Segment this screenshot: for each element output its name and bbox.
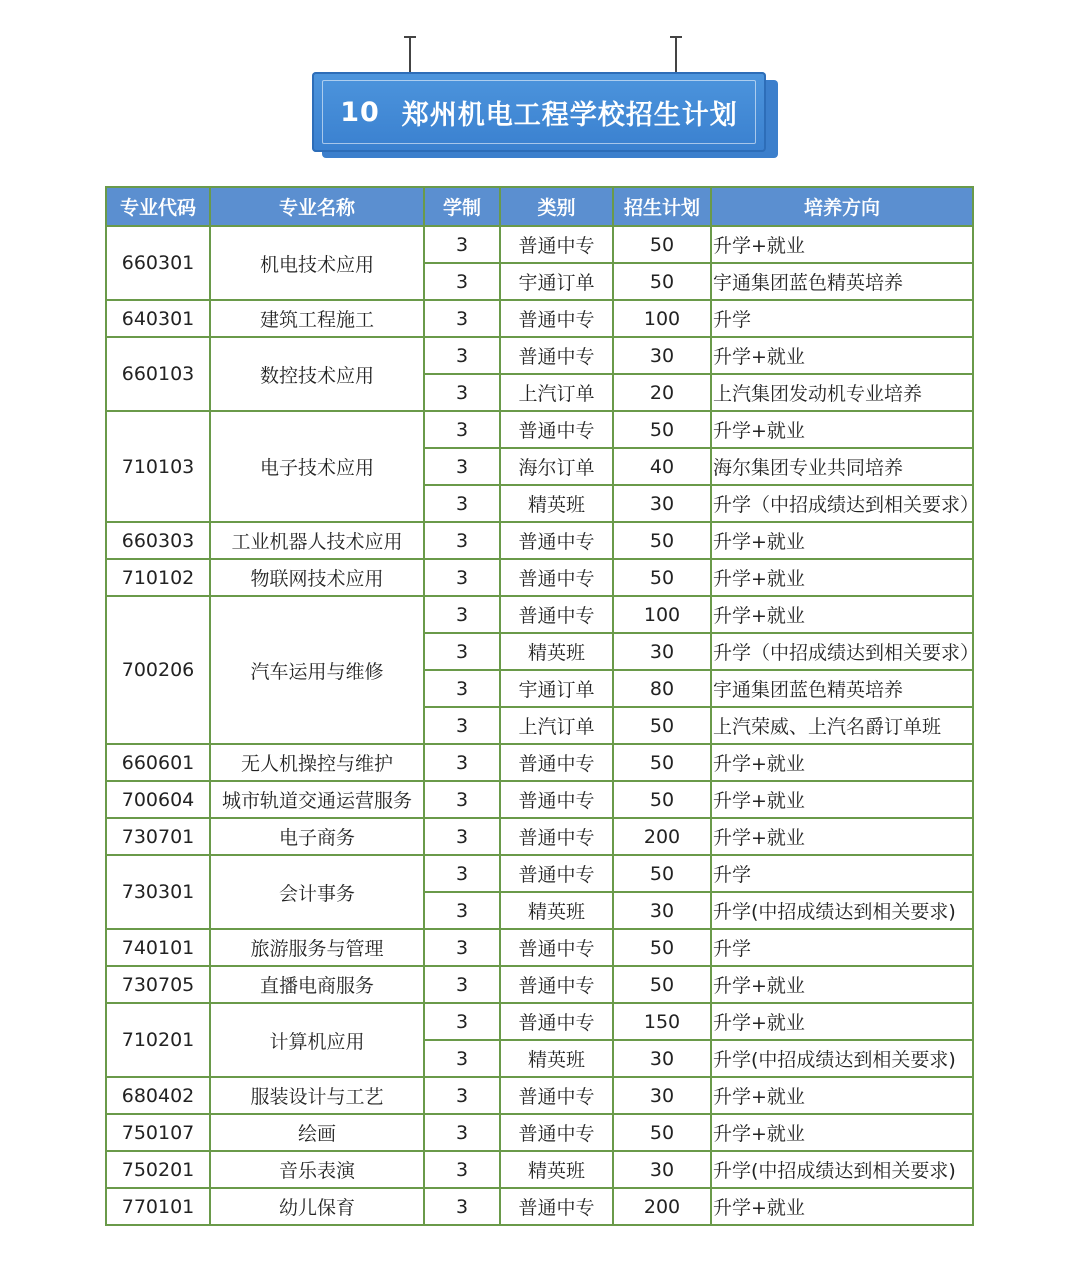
direction-cell: 升学+就业 <box>711 744 973 781</box>
years-cell: 3 <box>424 596 500 633</box>
direction-cell: 海尔集团专业共同培养 <box>711 448 973 485</box>
major-code-cell: 750107 <box>106 1114 210 1151</box>
major-name-cell: 计算机应用 <box>210 1003 424 1077</box>
plan-cell: 100 <box>613 300 711 337</box>
major-name-cell: 服装设计与工艺 <box>210 1077 424 1114</box>
years-cell: 3 <box>424 1077 500 1114</box>
major-code-cell: 730705 <box>106 966 210 1003</box>
direction-cell: 升学(中招成绩达到相关要求) <box>711 1040 973 1077</box>
years-cell: 3 <box>424 411 500 448</box>
years-cell: 3 <box>424 374 500 411</box>
major-code-cell: 680402 <box>106 1077 210 1114</box>
plan-cell: 50 <box>613 855 711 892</box>
type-cell: 普通中专 <box>500 744 613 781</box>
table-row <box>106 1114 973 1151</box>
table-body <box>106 226 980 1225</box>
major-code-cell: 700604 <box>106 781 210 818</box>
plan-cell: 50 <box>613 781 711 818</box>
plan-cell: 100 <box>613 596 711 633</box>
type-cell: 普通中专 <box>500 411 613 448</box>
years-cell: 3 <box>424 781 500 818</box>
major-code-cell: 660103 <box>106 337 210 411</box>
years-cell: 3 <box>424 559 500 596</box>
plan-cell: 30 <box>613 1151 711 1188</box>
direction-cell: 升学+就业 <box>711 411 973 448</box>
table-row <box>106 1003 973 1040</box>
major-name-cell: 幼儿保育 <box>210 1188 424 1225</box>
major-code-cell: 660601 <box>106 744 210 781</box>
direction-cell: 升学(中招成绩达到相关要求) <box>711 1151 973 1188</box>
plan-cell: 50 <box>613 226 711 263</box>
header-plan: 招生计划 <box>613 187 711 226</box>
header-direction: 培养方向 <box>711 187 973 226</box>
years-cell: 3 <box>424 1151 500 1188</box>
type-cell: 普通中专 <box>500 337 613 374</box>
years-cell: 3 <box>424 226 500 263</box>
type-cell: 普通中专 <box>500 781 613 818</box>
type-cell: 普通中专 <box>500 966 613 1003</box>
years-cell: 3 <box>424 744 500 781</box>
major-name-cell: 电子技术应用 <box>210 411 424 522</box>
type-cell: 宇通订单 <box>500 670 613 707</box>
direction-cell: 升学（中招成绩达到相关要求） <box>711 485 973 522</box>
title-number: 10 <box>340 96 380 128</box>
type-cell: 上汽订单 <box>500 707 613 744</box>
major-name-cell: 汽车运用与维修 <box>210 596 424 744</box>
plan-cell: 30 <box>613 337 711 374</box>
table-row <box>106 1151 973 1188</box>
plan-cell: 20 <box>613 374 711 411</box>
table-row <box>106 966 973 1003</box>
type-cell: 普通中专 <box>500 1077 613 1114</box>
years-cell: 3 <box>424 929 500 966</box>
plan-cell: 80 <box>613 670 711 707</box>
major-code-cell: 700206 <box>106 596 210 744</box>
direction-cell: 升学+就业 <box>711 1077 973 1114</box>
direction-cell: 宇通集团蓝色精英培养 <box>711 263 973 300</box>
years-cell: 3 <box>424 1188 500 1225</box>
years-cell: 3 <box>424 485 500 522</box>
direction-cell: 升学+就业 <box>711 337 973 374</box>
plan-cell: 30 <box>613 633 711 670</box>
direction-cell: 升学+就业 <box>711 818 973 855</box>
type-cell: 宇通订单 <box>500 263 613 300</box>
type-cell: 普通中专 <box>500 226 613 263</box>
direction-cell: 升学+就业 <box>711 1114 973 1151</box>
header-years: 学制 <box>424 187 500 226</box>
table-row <box>106 929 973 966</box>
direction-cell: 升学 <box>711 300 973 337</box>
direction-cell: 升学（中招成绩达到相关要求） <box>711 633 973 670</box>
direction-cell: 上汽荣威、上汽名爵订单班 <box>711 707 973 744</box>
plan-cell: 50 <box>613 559 711 596</box>
major-code-cell: 710103 <box>106 411 210 522</box>
title-text: 郑州机电工程学校招生计划 <box>401 99 738 131</box>
header-name: 专业名称 <box>210 187 424 226</box>
major-name-cell: 物联网技术应用 <box>210 559 424 596</box>
years-cell: 3 <box>424 448 500 485</box>
type-cell: 精英班 <box>500 1040 613 1077</box>
title-banner <box>312 36 780 160</box>
plan-cell: 50 <box>613 707 711 744</box>
major-name-cell: 电子商务 <box>210 818 424 855</box>
plan-cell: 50 <box>613 411 711 448</box>
plan-cell: 50 <box>613 263 711 300</box>
major-code-cell: 660303 <box>106 522 210 559</box>
table-row <box>106 411 973 448</box>
major-code-cell: 710201 <box>106 1003 210 1077</box>
years-cell: 3 <box>424 855 500 892</box>
type-cell: 普通中专 <box>500 596 613 633</box>
table-row <box>106 1188 973 1225</box>
table-row <box>106 744 973 781</box>
type-cell: 普通中专 <box>500 818 613 855</box>
direction-cell: 升学+就业 <box>711 1188 973 1225</box>
type-cell: 普通中专 <box>500 1188 613 1225</box>
major-name-cell: 音乐表演 <box>210 1151 424 1188</box>
years-cell: 3 <box>424 670 500 707</box>
plan-cell: 150 <box>613 1003 711 1040</box>
direction-cell: 升学+就业 <box>711 226 973 263</box>
type-cell: 精英班 <box>500 485 613 522</box>
major-code-cell: 730701 <box>106 818 210 855</box>
header-code: 专业代码 <box>106 187 210 226</box>
banner-plate <box>312 72 766 152</box>
type-cell: 精英班 <box>500 633 613 670</box>
years-cell: 3 <box>424 1114 500 1151</box>
direction-cell: 升学+就业 <box>711 1003 973 1040</box>
table-row <box>106 818 973 855</box>
table-row <box>106 559 973 596</box>
plan-cell: 50 <box>613 929 711 966</box>
header-type: 类别 <box>500 187 613 226</box>
plan-cell: 200 <box>613 1188 711 1225</box>
direction-cell: 升学+就业 <box>711 966 973 1003</box>
major-name-cell: 城市轨道交通运营服务 <box>210 781 424 818</box>
plan-cell: 50 <box>613 966 711 1003</box>
type-cell: 普通中专 <box>500 1003 613 1040</box>
table-row <box>106 337 973 374</box>
plan-cell: 30 <box>613 485 711 522</box>
plan-cell: 50 <box>613 1114 711 1151</box>
years-cell: 3 <box>424 1040 500 1077</box>
years-cell: 3 <box>424 337 500 374</box>
type-cell: 海尔订单 <box>500 448 613 485</box>
major-code-cell: 710102 <box>106 559 210 596</box>
direction-cell: 上汽集团发动机专业培养 <box>711 374 973 411</box>
years-cell: 3 <box>424 966 500 1003</box>
years-cell: 3 <box>424 300 500 337</box>
type-cell: 上汽订单 <box>500 374 613 411</box>
major-name-cell: 机电技术应用 <box>210 226 424 300</box>
direction-cell: 升学 <box>711 855 973 892</box>
plan-cell: 50 <box>613 744 711 781</box>
years-cell: 3 <box>424 1003 500 1040</box>
major-name-cell: 旅游服务与管理 <box>210 929 424 966</box>
plan-cell: 50 <box>613 522 711 559</box>
table-row <box>106 855 973 892</box>
major-code-cell: 640301 <box>106 300 210 337</box>
direction-cell: 升学+就业 <box>711 781 973 818</box>
table-row <box>106 226 973 263</box>
type-cell: 普通中专 <box>500 929 613 966</box>
direction-cell: 升学+就业 <box>711 522 973 559</box>
type-cell: 普通中专 <box>500 1114 613 1151</box>
major-name-cell: 无人机操控与维护 <box>210 744 424 781</box>
direction-cell: 升学 <box>711 929 973 966</box>
type-cell: 普通中专 <box>500 300 613 337</box>
direction-cell: 升学(中招成绩达到相关要求) <box>711 892 973 929</box>
type-cell: 精英班 <box>500 1151 613 1188</box>
major-code-cell: 750201 <box>106 1151 210 1188</box>
years-cell: 3 <box>424 263 500 300</box>
major-code-cell: 740101 <box>106 929 210 966</box>
major-code-cell: 770101 <box>106 1188 210 1225</box>
major-code-cell: 660301 <box>106 226 210 300</box>
major-name-cell: 直播电商服务 <box>210 966 424 1003</box>
years-cell: 3 <box>424 522 500 559</box>
table-row <box>106 596 973 633</box>
direction-cell: 升学+就业 <box>711 596 973 633</box>
plan-cell: 40 <box>613 448 711 485</box>
type-cell: 精英班 <box>500 892 613 929</box>
type-cell: 普通中专 <box>500 522 613 559</box>
years-cell: 3 <box>424 633 500 670</box>
major-name-cell: 工业机器人技术应用 <box>210 522 424 559</box>
direction-cell: 升学+就业 <box>711 559 973 596</box>
type-cell: 普通中专 <box>500 855 613 892</box>
major-name-cell: 绘画 <box>210 1114 424 1151</box>
table-row <box>106 1077 973 1114</box>
plan-cell: 200 <box>613 818 711 855</box>
type-cell: 普通中专 <box>500 559 613 596</box>
major-code-cell: 730301 <box>106 855 210 929</box>
years-cell: 3 <box>424 707 500 744</box>
table-row <box>106 300 973 337</box>
plan-cell: 30 <box>613 1077 711 1114</box>
direction-cell: 宇通集团蓝色精英培养 <box>711 670 973 707</box>
table-row <box>106 522 973 559</box>
enrollment-table <box>105 186 980 1226</box>
plan-cell: 30 <box>613 1040 711 1077</box>
table-header-row <box>106 187 973 226</box>
years-cell: 3 <box>424 892 500 929</box>
years-cell: 3 <box>424 818 500 855</box>
page-title <box>312 72 766 152</box>
plan-cell: 30 <box>613 892 711 929</box>
major-name-cell: 会计事务 <box>210 855 424 929</box>
major-name-cell: 建筑工程施工 <box>210 300 424 337</box>
major-name-cell: 数控技术应用 <box>210 337 424 411</box>
table-row <box>106 781 973 818</box>
